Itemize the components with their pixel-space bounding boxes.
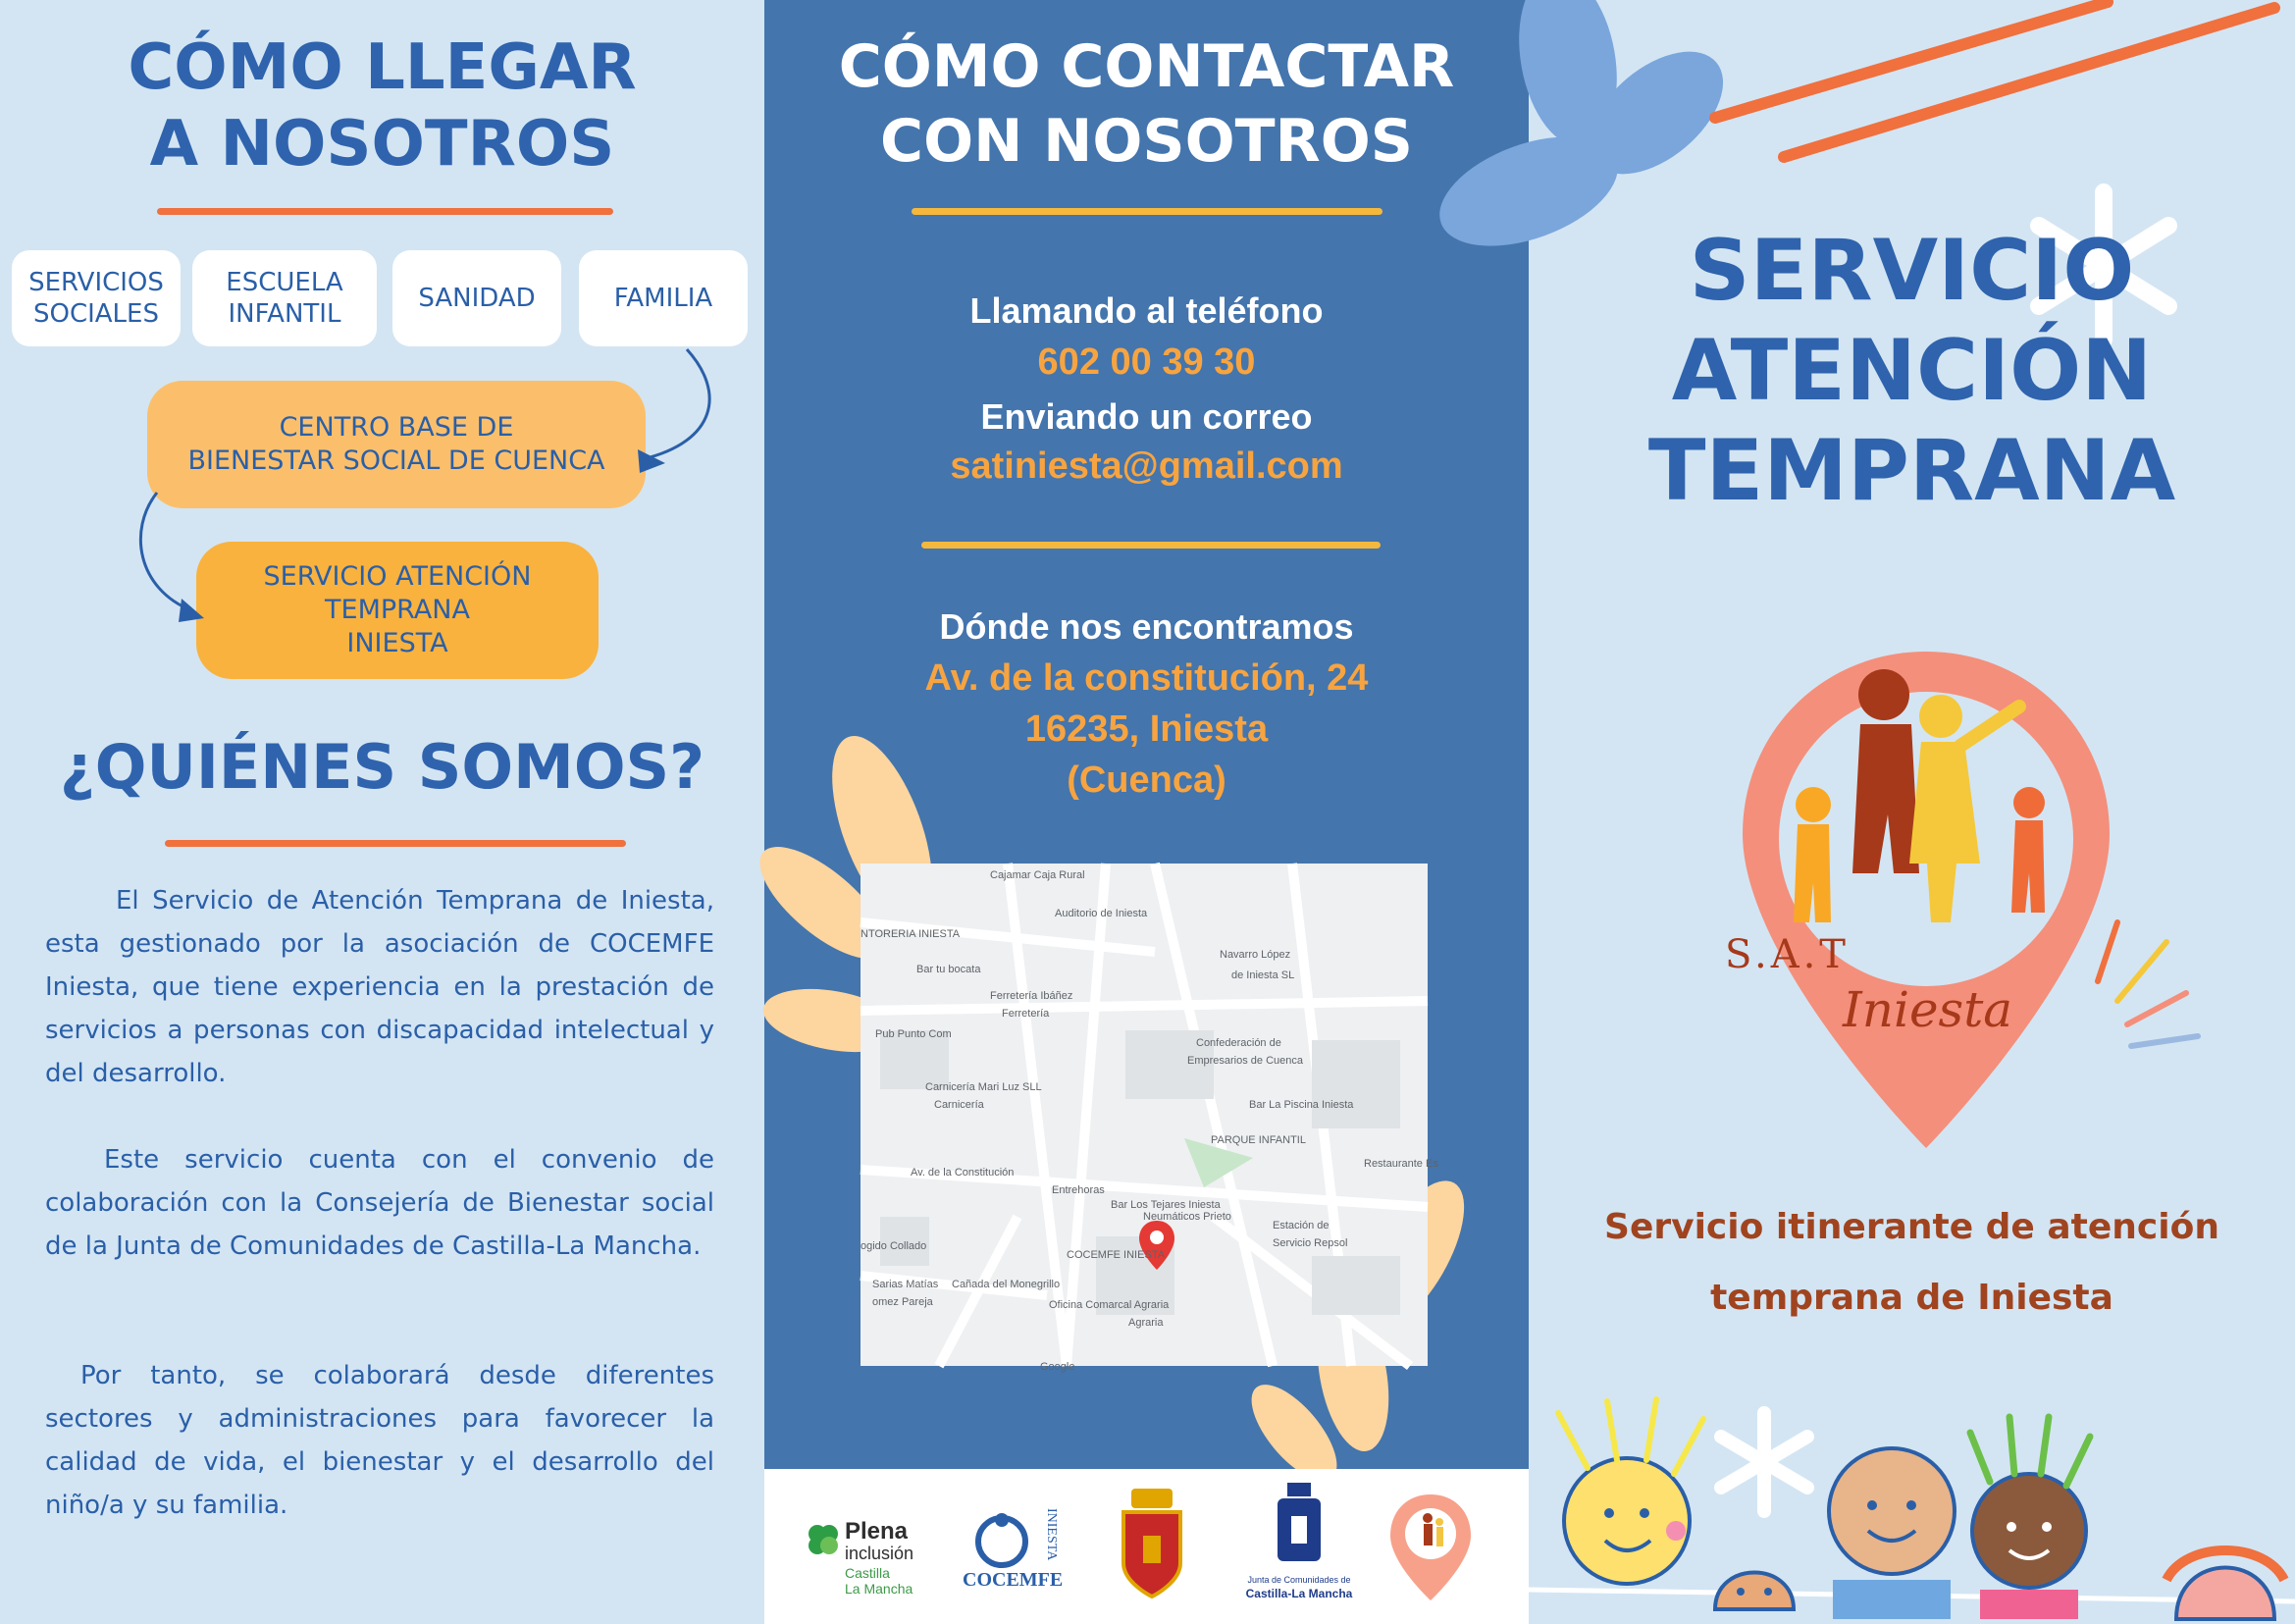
who-underline — [165, 840, 626, 847]
location-map[interactable] — [861, 864, 1438, 1373]
centro-base-pill: CENTRO BASE DE BIENESTAR SOCIAL DE CUENCA — [147, 381, 646, 508]
map-label: Carnicería Mari Luz SLL — [925, 1081, 1042, 1093]
map-label: Servicio Repsol — [1273, 1237, 1348, 1249]
map-label: Bar Los Tejares Iniesta — [1111, 1199, 1221, 1211]
email-label: Enviando un correo — [980, 396, 1313, 437]
map-label: Restaurante Es — [1364, 1158, 1438, 1170]
flow-arrows — [0, 334, 764, 628]
map-label: Agraria — [1128, 1317, 1164, 1329]
contact-underline — [912, 208, 1382, 215]
service-title: SERVICIO ATENCIÓN TEMPRANA — [1647, 222, 2176, 520]
map-label: Google — [1040, 1361, 1075, 1373]
map-label: Bar tu bocata — [916, 964, 981, 975]
map-pin-icon — [1137, 1219, 1176, 1272]
contact-divider — [921, 542, 1381, 549]
map-label: Entrehoras — [1052, 1184, 1105, 1196]
map-label: Carnicería — [934, 1099, 984, 1111]
map-label: de Iniesta SL — [1231, 969, 1295, 981]
map-label: Auditorio de Iniesta — [1055, 908, 1148, 919]
paragraph-1: El Servicio de Atención Temprana de Iniesta, esta gestionado por la asociación de COCEMFE Iniesta, que tiene experiencia en la prestación de servicios a personas con discapacidad intelectual y del desarrollo. — [45, 886, 714, 1088]
address-line-1: Av. de la constitución, 24 — [924, 657, 1369, 699]
paragraph-2: Este servicio cuenta con el convenio de colaboración con la Consejería de Bienestar social de la Junta de Comunidades de Castilla-La Mancha. — [45, 1145, 714, 1261]
phone-label: Llamando al teléfono — [969, 290, 1324, 331]
directions-underline — [157, 208, 613, 215]
sat-iniesta-pill: SERVICIO ATENCIÓN TEMPRANA INIESTA — [196, 542, 599, 679]
map-label: Neumáticos Prieto — [1143, 1211, 1231, 1223]
map-label: Bar La Piscina Iniesta — [1249, 1099, 1354, 1111]
map-label: Estación de — [1273, 1220, 1330, 1231]
map-label: Ferretería — [1002, 1008, 1050, 1020]
map-label: NTORERIA INIESTA — [861, 928, 961, 940]
map-label: ogido Collado — [861, 1240, 927, 1252]
category-servicios-sociales: SERVICIOS SOCIALES — [12, 250, 181, 346]
map-label: Oficina Comarcal Agraria — [1049, 1299, 1170, 1311]
left-panel — [0, 0, 764, 1624]
map-label: Av. de la Constitución — [911, 1167, 1015, 1179]
castle-crest-icon — [1270, 1481, 1329, 1569]
service-subtitle: Servicio itinerante de atención temprana de Iniesta — [1604, 1207, 2219, 1318]
children-illustration — [1529, 1384, 2295, 1624]
clover-icon — [806, 1522, 841, 1557]
map-label: Sarias Matías — [872, 1279, 939, 1290]
category-familia: FAMILIA — [579, 250, 748, 346]
junta-castilla-la-mancha-logo: Junta de Comunidades de Castilla-La Mancha — [1245, 1481, 1353, 1618]
map-label: omez Pareja — [872, 1296, 933, 1308]
sat-iniesta-small-logo-icon — [1384, 1491, 1477, 1604]
phone-number[interactable]: 602 00 39 30 — [1037, 341, 1256, 383]
location-label: Dónde nos encontramos — [939, 606, 1354, 647]
family-location-pin-icon — [1695, 628, 2157, 1158]
map-label: Confederación de — [1196, 1037, 1281, 1049]
address-line-3: (Cuenca) — [1067, 760, 1226, 801]
directions-title: CÓMO LLEGAR A NOSOTROS — [128, 31, 637, 181]
paragraph-3: Por tanto, se colaborará desde diferentes sectores y administraciones para favorecer la calidad de vida, el bienestar y el desarrollo del niño/a y su familia. — [45, 1361, 714, 1520]
map-label: Ferretería Ibáñez — [990, 990, 1073, 1002]
cocemfe-logo: COCEMFE INIESTA — [963, 1508, 1064, 1591]
arrow-head-icon — [179, 599, 204, 622]
right-panel — [1529, 0, 2295, 1624]
category-escuela-infantil: ESCUELA INFANTIL — [192, 250, 377, 346]
map-label: COCEMFE INIESTA — [1067, 1249, 1166, 1261]
map-label: Navarro López — [1220, 949, 1291, 961]
map-label: Cañada del Monegrillo — [952, 1279, 1061, 1290]
who-we-are-title: ¿QUIÉNES SOMOS? — [59, 731, 705, 803]
map-label: Cajamar Caja Rural — [990, 869, 1085, 881]
sponsor-logos: Plena inclusión Castilla La Mancha COCEMFE INIESTA Junta de Comunidades de Castilla-La Mancha — [764, 1469, 1529, 1624]
wheelchair-icon — [963, 1508, 1041, 1569]
map-label: Empresarios de Cuenca — [1187, 1055, 1304, 1067]
email-address[interactable]: satiniesta@gmail.com — [950, 445, 1343, 487]
map-label: Pub Punto Com — [875, 1028, 952, 1040]
iniesta-coat-of-arms-icon — [1118, 1485, 1186, 1602]
middle-panel — [764, 0, 1529, 1624]
category-sanidad: SANIDAD — [392, 250, 561, 346]
address-line-2: 16235, Iniesta — [1024, 708, 1269, 750]
sat-iniesta-logo: S.A.T Iniesta — [1695, 628, 2157, 1158]
map-label: PARQUE INFANTIL — [1211, 1134, 1306, 1146]
sparkle-lines-icon — [2088, 922, 2206, 1060]
contact-title: CÓMO CONTACTAR CON NOSOTROS — [838, 32, 1455, 176]
